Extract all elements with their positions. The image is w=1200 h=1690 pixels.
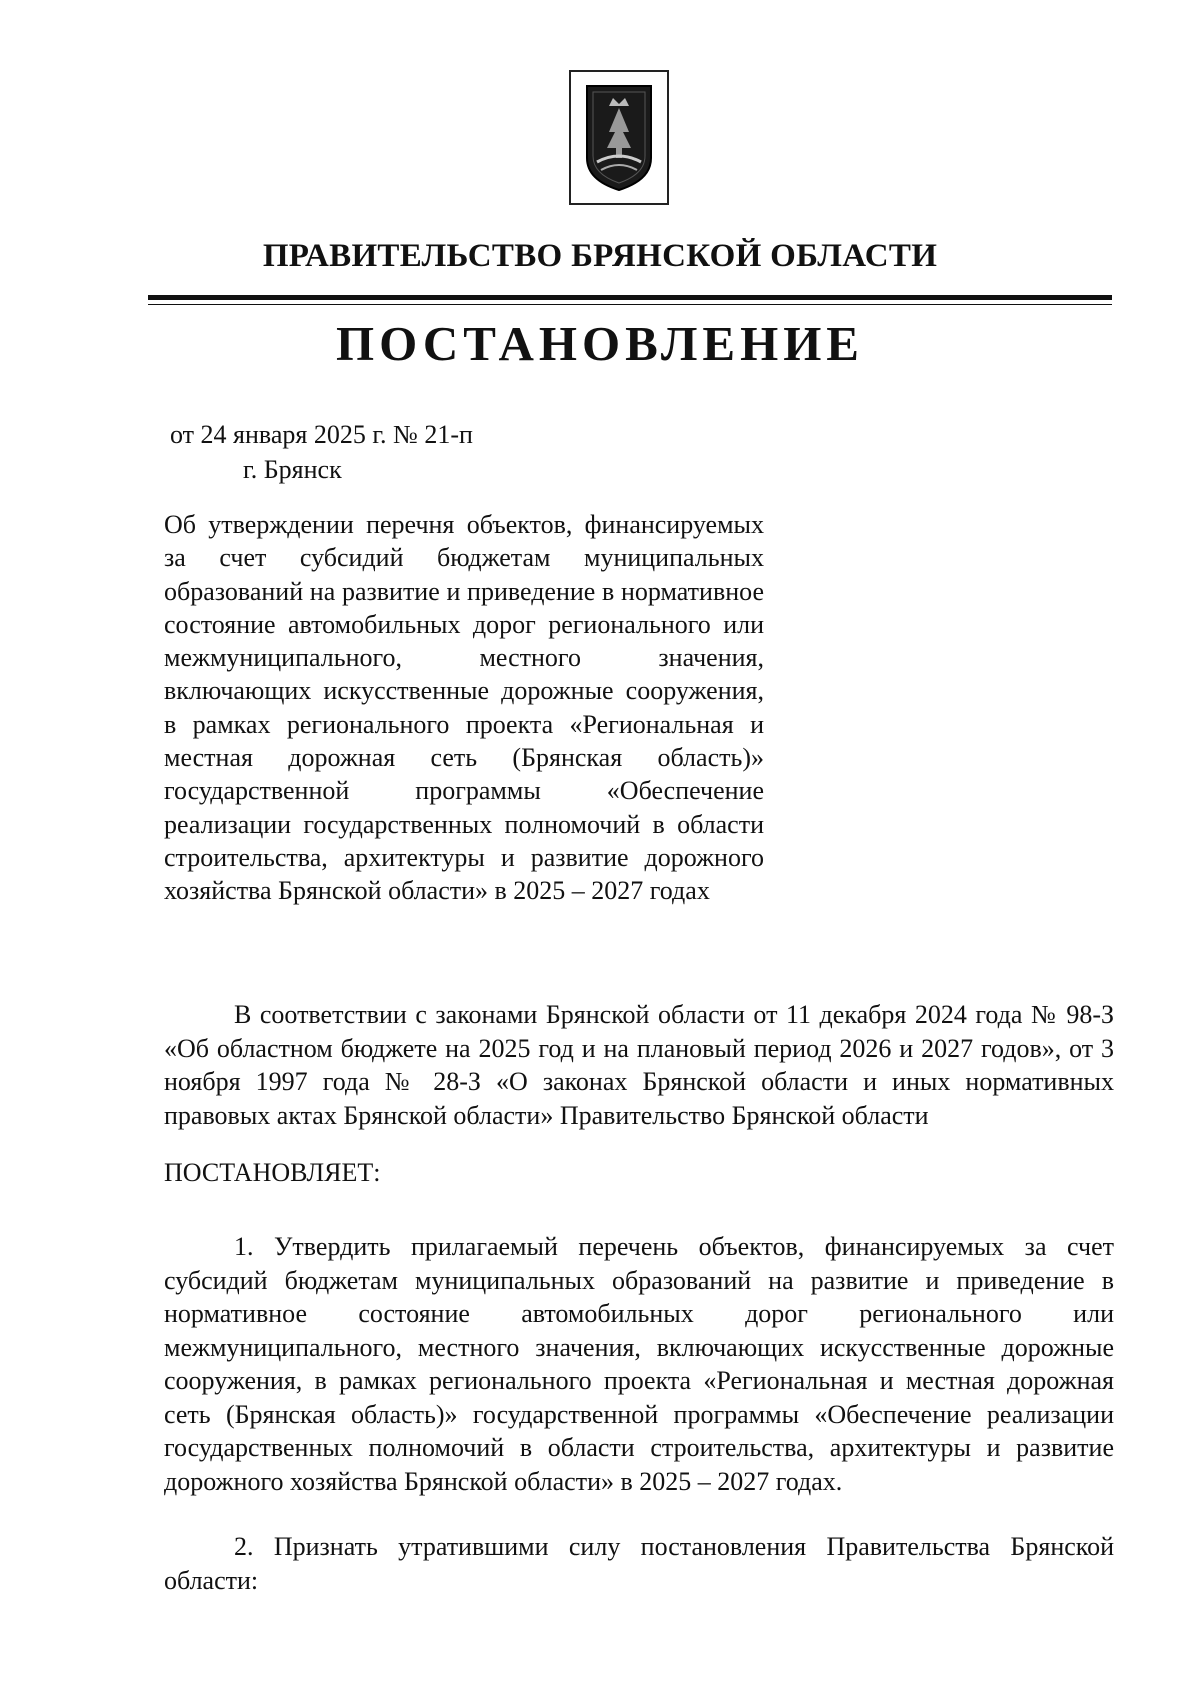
emblem-frame xyxy=(569,70,669,205)
document-type-title: ПОСТАНОВЛЕНИЕ xyxy=(336,316,864,371)
coat-of-arms-icon xyxy=(583,80,655,195)
document-date-number: от 24 января 2025 г. № 21-п xyxy=(170,420,473,449)
header-rule-thin xyxy=(148,304,1112,305)
decree-item-2: 2. Признать утратившими силу постановления Правительства Брянской области: xyxy=(164,1532,1114,1595)
decree-item-1: 1. Утвердить прилагаемый перечень объектов, финансируемых за счет субсидий бюджетам муниципальных образований на развитие и приведение в нормативное состояние автомобильных дорог регионального или межмуниципального, местного значения, включающих искусственные дорожные сооружения, в рамках регионального проекта «Региональная и местная дорожная сеть (Брянская область)» государственной программы «Обеспечение реализации государственных полномочий в области строительства, архитектуры и развитие дорожного хозяйства Брянской области» в 2025 – 2027 годах. xyxy=(164,1232,1114,1496)
document-city: г. Брянск xyxy=(243,455,342,484)
document-subject: Об утверждении перечня объектов, финансируемых за счет субсидий бюджетам муниципальных образований на развитие и приведение в нормативное состояние автомобильных дорог регионального или межмуниципального, местного значения, включающих искусственные дорожные сооружения, в рамках регионального проекта «Региональная и местная дорожная сеть (Брянская область)» государственной программы «Обеспечение реализации государственных полномочий в области строительства, архитектуры и развитие дорожного хозяйства Брянской области» в 2025 – 2027 годах xyxy=(164,510,764,906)
legal-basis-paragraph: В соответствии с законами Брянской области от 11 декабря 2024 года № 98-З «Об областном бюджете на 2025 год и на плановый период 2026 и 2027 годов», от 3 ноября 1997 года № 28-З «О законах Брянской области и иных нормативных правовых актах Брянской области» Правительство Брянской области xyxy=(164,1000,1114,1130)
organization-title: ПРАВИТЕЛЬСТВО БРЯНСКОЙ ОБЛАСТИ xyxy=(262,238,938,274)
decree-word: ПОСТАНОВЛЯЕТ: xyxy=(164,1158,381,1187)
header-rule-thick xyxy=(148,295,1112,300)
